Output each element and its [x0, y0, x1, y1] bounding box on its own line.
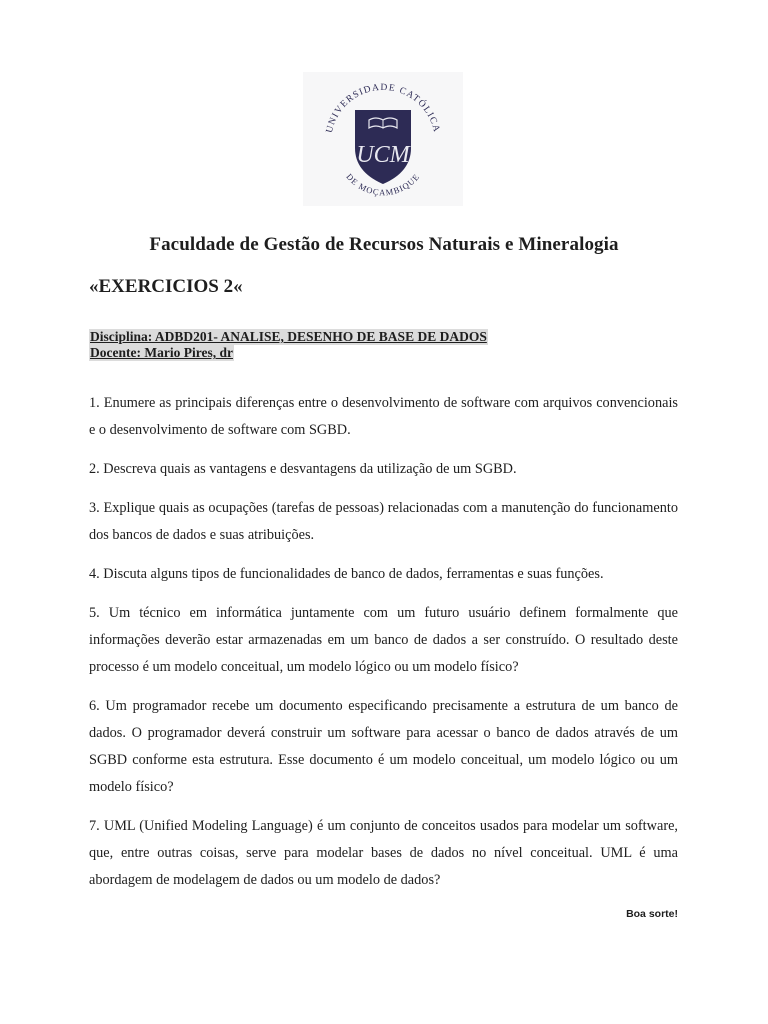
closing-remark: Boa sorte! [626, 908, 678, 920]
question-item: 3. Explique quais as ocupações (tarefas de pessoas) relacionadas com a manutenção do funcionamento dos bancos de dados e suas atribuições. [89, 500, 678, 543]
discipline-line: Disciplina: ADBD201- ANALISE, DESENHO DE BASE DE DADOS [90, 329, 487, 344]
faculty-title: Faculdade de Gestão de Recursos Naturais e Mineralogia [149, 234, 619, 255]
question-item: 5. Um técnico em informática juntamente com um futuro usuário definem formalmente que informações deverão estar armazenadas em um banco de dados a ser construído. O resultado deste processo é um modelo conceitual, um modelo lógico ou um modelo físico? [89, 605, 678, 675]
university-seal-icon [303, 72, 463, 206]
exercise-title: «EXERCICIOS 2« [89, 276, 243, 297]
question-item: 4. Discuta alguns tipos de funcionalidades de banco de dados, ferramentas e suas funções. [89, 566, 604, 582]
course-info [89, 329, 488, 361]
svg-text:DE MOÇAMBIQUE: DE MOÇAMBIQUE [344, 171, 422, 198]
question-item: 2. Descreva quais as vantagens e desvantagens da utilização de um SGBD. [89, 461, 517, 477]
svg-text:UCM: UCM [356, 142, 410, 168]
university-logo [303, 72, 463, 206]
question-item: 1. Enumere as principais diferenças entre o desenvolvimento de software com arquivos convencionais e o desenvolvimento de software com SGBD. [89, 395, 678, 438]
teacher-line: Docente: Mario Pires, dr [90, 345, 233, 360]
question-item: 6. Um programador recebe um documento especificando precisamente a estrutura de um banco de dados. O programador deverá construir um software para acessar o banco de dados através de um SGBD conforme esta estrutura. Esse documento é um modelo conceitual, um modelo lógico ou um modelo físico? [89, 698, 678, 795]
question-list [89, 390, 678, 906]
question-item: 7. UML (Unified Modeling Language) é um conjunto de conceitos usados para modelar um software, que, entre outras coisas, serve para modelar bases de dados no nível conceitual. UML é uma abordagem de modelagem de dados ou um modelo de dados? [89, 818, 678, 888]
svg-text:UNIVERSIDADE CATÓLICA: UNIVERSIDADE CATÓLICA [324, 82, 442, 134]
